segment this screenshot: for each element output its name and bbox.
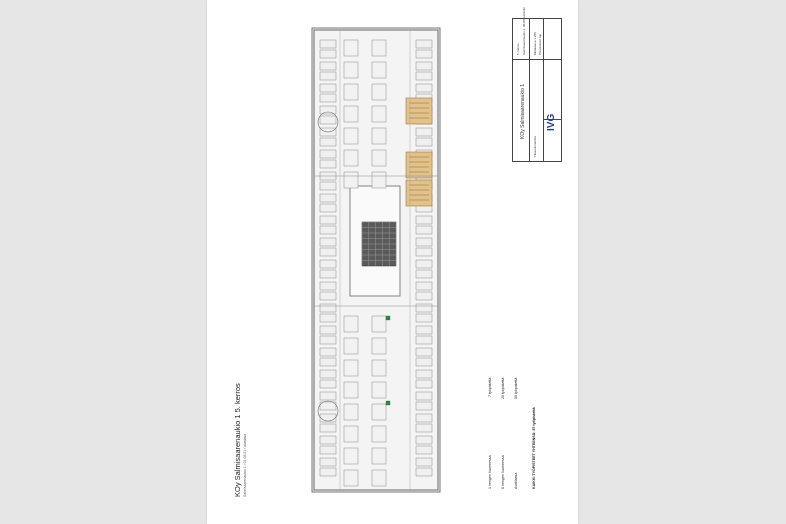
plan-element [320,160,336,168]
plan-element [344,40,358,56]
plan-element [320,458,336,466]
plan-element [320,62,336,70]
plan-element [372,448,386,464]
plan-element [320,348,336,356]
plan-element [320,446,336,454]
plan-element [416,414,432,422]
plan-element [320,40,336,48]
plan-element [372,150,386,166]
plan-element [320,380,336,388]
plan-element [372,404,386,420]
plan-element [320,116,336,124]
title-block-line: Piirustuksen laji [538,34,542,55]
plan-element [320,436,336,444]
plan-element [416,292,432,300]
summary-total: KAIKKI TYÖPISTEET YHTEENSÄ: 87 työpistettä [532,407,536,489]
plan-element [416,446,432,454]
plan-element [320,326,336,334]
summary-label: 6 hengen huoneessa [501,455,505,489]
plan-element [320,138,336,146]
plan-element [372,84,386,100]
plan-element [320,270,336,278]
project-name: KOy Salmisaarenaukio 1 [520,83,526,139]
title-block-line: 5. kerros [516,43,520,55]
summary-label: 1 hengen huoneessa [488,455,492,489]
plan-element [416,424,432,432]
plan-element [416,304,432,312]
plan-element [416,282,432,290]
plan-element [416,402,432,410]
plan-element [320,150,336,158]
plan-element [372,470,386,486]
plan-element [416,380,432,388]
plan-element [372,382,386,398]
plan-element [416,348,432,356]
plan-element [372,62,386,78]
plan-element [320,72,336,80]
plan-element [320,248,336,256]
plan-element [416,260,432,268]
plan-element [320,304,336,312]
plan-element [416,358,432,366]
plan-element [416,326,432,334]
plan-element [320,314,336,322]
plan-element [320,370,336,378]
plan-element [416,436,432,444]
plan-element [416,226,432,234]
plan-element [320,468,336,476]
plan-element [416,314,432,322]
plan-element [320,336,336,344]
plan-element [320,238,336,246]
plan-element [372,106,386,122]
plan-element [416,40,432,48]
plan-element [416,238,432,246]
plan-element [372,172,386,188]
plan-element [386,401,390,405]
title-block-line: Tilasuunnitelma [533,136,537,157]
plan-element [344,150,358,166]
plan-element [344,470,358,486]
plan-element [416,248,432,256]
plan-element [372,426,386,442]
plan-element [320,194,336,202]
plan-element [344,426,358,442]
plan-element [416,370,432,378]
plan-element [344,62,358,78]
plan-element [416,336,432,344]
plan-element [416,62,432,70]
plan-element [344,128,358,144]
plan-element [344,448,358,464]
plan-element [386,316,390,320]
plan-element [344,360,358,376]
plan-element [320,84,336,92]
plan-element [416,50,432,58]
summary-value: 7 työpistettä [488,377,492,397]
floor-plan [310,26,442,496]
plan-element [320,226,336,234]
plan-element [320,358,336,366]
plan-element [416,84,432,92]
plan-element [320,182,336,190]
summary-value: 20 työpistettä [501,377,505,399]
title-block [512,7,562,162]
summary-value: 50 työpistettä [514,377,518,399]
plan-element [344,404,358,420]
plan-element [320,282,336,290]
plan-subtitle: Salmisaarenaukio 1 / 01.08.21 / alustava [243,433,247,497]
plan-element [416,216,432,224]
plan-element [320,424,336,432]
plan-element [320,216,336,224]
plan-element [344,382,358,398]
title-block-line: Mittakaava 1:250 [533,32,537,55]
title-block-line: Salmisaarenaukio 1, 00180 Helsinki [522,7,526,55]
ivg-logo: IVG [546,113,557,131]
plan-element [320,392,336,400]
plan-element [372,316,386,332]
plan-element [416,72,432,80]
plan-element [344,316,358,332]
plan-element [320,402,336,410]
plan-element [320,292,336,300]
plan-title: KOy Salmisaarenaukio 1 5. kerros [233,383,242,497]
plan-element [372,40,386,56]
plan-element [416,392,432,400]
plan-element [320,260,336,268]
plan-element [344,338,358,354]
plan-element [344,84,358,100]
plan-element [416,458,432,466]
plan-element [372,128,386,144]
plan-element [416,128,432,136]
plan-element [320,94,336,102]
summary-label: Avotilassa [514,472,518,489]
plan-element [416,138,432,146]
plan-element [320,50,336,58]
plan-element [344,172,358,188]
plan-element [416,270,432,278]
plan-element [320,204,336,212]
plan-element [372,360,386,376]
plan-element [416,468,432,476]
plan-element [344,106,358,122]
plan-element [372,338,386,354]
plan-element [320,106,336,114]
